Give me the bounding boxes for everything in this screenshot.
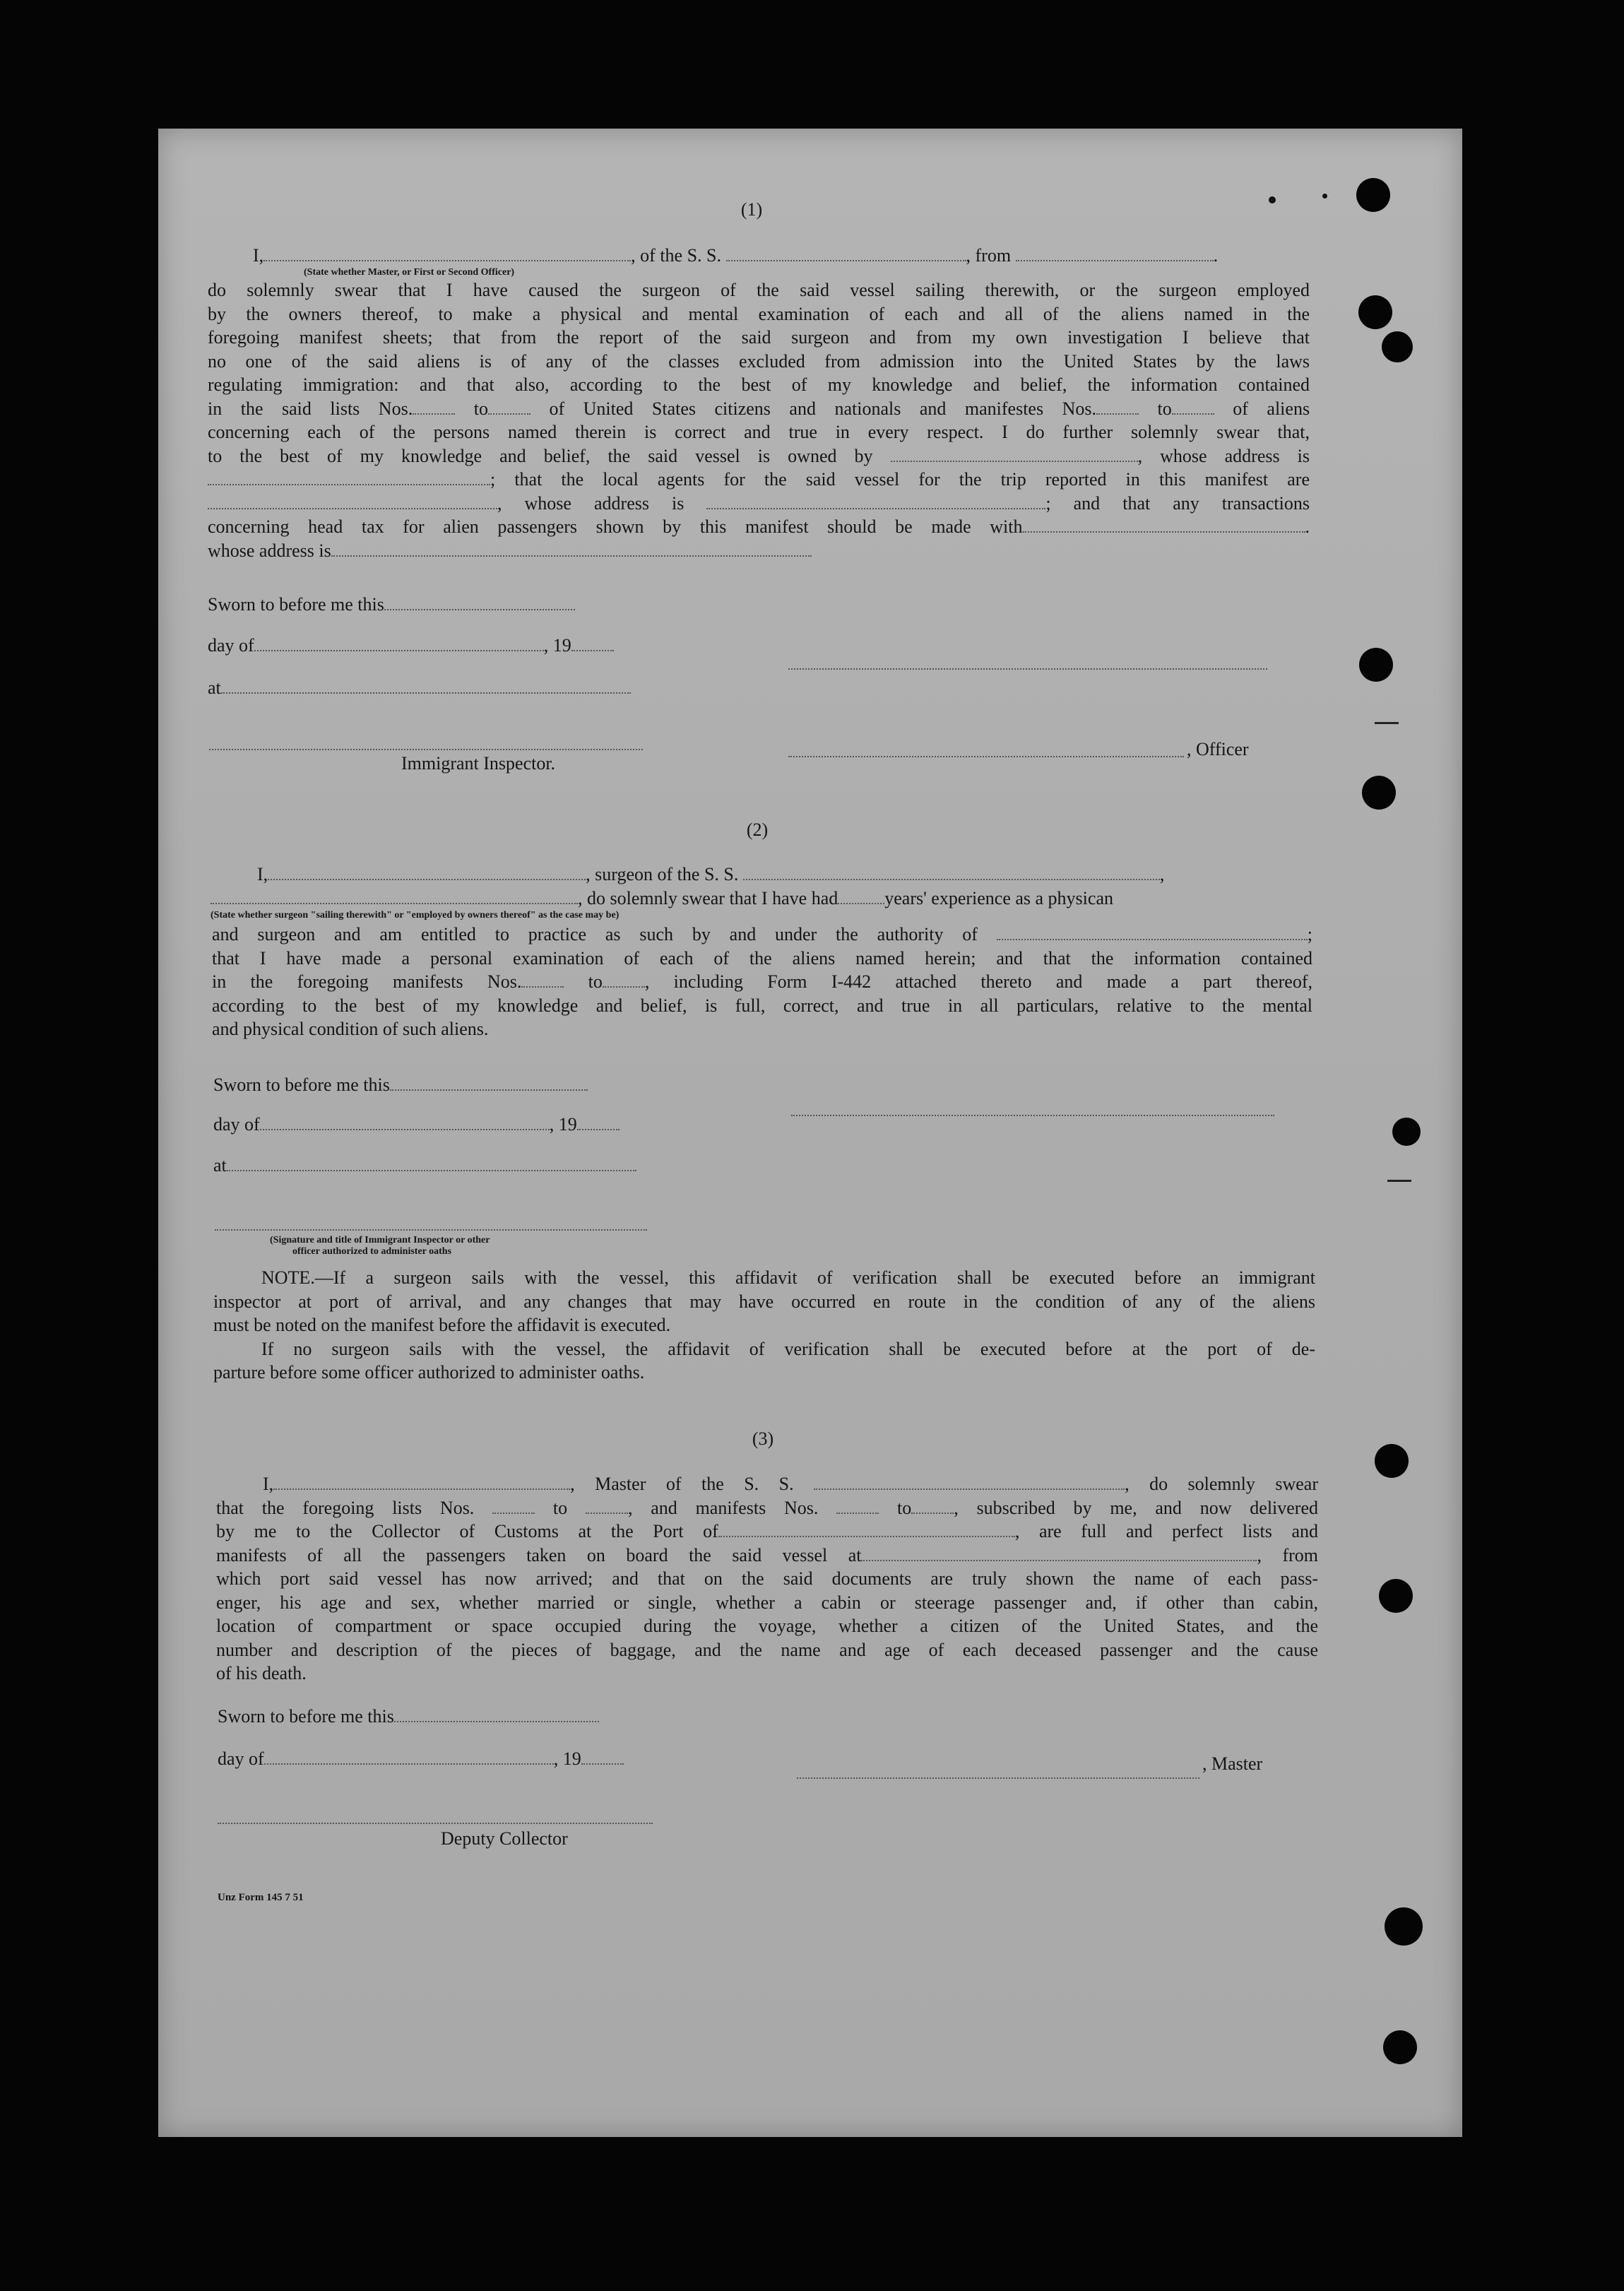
text: I, xyxy=(253,245,264,266)
section-1-number: (1) xyxy=(740,199,763,220)
inspector-signature-line-2[interactable] xyxy=(215,1229,647,1231)
at-place-field-2[interactable] xyxy=(227,1154,636,1171)
text: regulating immigration: and that also, according to the best of my knowledge and belief, the information contained xyxy=(208,374,1310,395)
text: Sworn to before me this xyxy=(213,1075,390,1095)
section-2-number: (2) xyxy=(746,819,769,840)
text: ; xyxy=(1307,924,1313,945)
manifest-affidavit-page xyxy=(158,129,1462,2137)
sworn-date-field-2[interactable] xyxy=(390,1074,588,1091)
body-line xyxy=(216,1472,1318,1496)
surgeon-status-field[interactable] xyxy=(211,887,578,904)
manifest-from-field[interactable] xyxy=(521,971,564,988)
text: , subscribed by me, and now delivered xyxy=(954,1497,1318,1518)
signature-title-note-2: officer authorized to administer oaths xyxy=(292,1246,452,1257)
list-no-to-field[interactable] xyxy=(488,398,531,415)
text: manifests of all the passengers taken on board the said vessel at xyxy=(216,1544,862,1565)
ink-dot xyxy=(1322,194,1327,199)
punch-hole xyxy=(1358,295,1392,329)
text: to xyxy=(588,971,603,992)
form-number: Unz Form 145 7 51 xyxy=(218,1892,304,1903)
text: I, xyxy=(257,864,268,884)
text: of his death. xyxy=(216,1663,307,1683)
text: . xyxy=(1213,245,1219,266)
text: concerning each of the persons named therein is correct and true in every respect. I do further solemnly swear that, xyxy=(208,422,1310,442)
authority-field[interactable] xyxy=(997,923,1308,940)
text: ; that the local agents for the said vessel for the trip reported in this manifest are xyxy=(490,469,1310,490)
text: , 19 xyxy=(549,1114,577,1135)
body-line xyxy=(208,397,1310,421)
surgeon-signature-line[interactable] xyxy=(791,1115,1274,1116)
years-experience-field[interactable] xyxy=(838,887,884,904)
sworn-date-field-3[interactable] xyxy=(394,1705,599,1722)
body-line xyxy=(208,444,1310,468)
text: , from xyxy=(1257,1544,1318,1565)
punch-hole xyxy=(1382,331,1413,362)
at-place-field[interactable] xyxy=(221,677,631,694)
section-1-first-line xyxy=(253,244,1218,266)
text: inspector at port of arrival, and any changes that may have occurred en route in the condition of any of the aliens xyxy=(213,1291,1315,1312)
text: , surgeon of the S. S. xyxy=(586,864,739,884)
text: , are full and perfect lists and xyxy=(1014,1521,1318,1541)
punch-hole xyxy=(1359,648,1393,682)
manifest-no-to-field[interactable] xyxy=(1172,398,1214,415)
text: . xyxy=(1305,516,1310,537)
margin-mark xyxy=(1387,1180,1411,1182)
text: do solemnly swear that I have caused the surgeon of the said vessel sailing therewith, or the surgeon employed xyxy=(208,280,1310,300)
text: enger, his age and sex, whether married or single, whether a cabin or steerage passenger and, if other than cabin, xyxy=(216,1592,1318,1613)
text: in the said lists Nos. xyxy=(208,398,413,419)
year-field[interactable] xyxy=(571,634,614,651)
punch-hole xyxy=(1356,178,1390,212)
body-line xyxy=(216,1496,1318,1520)
vessel-name-field[interactable] xyxy=(726,244,966,261)
text: , and manifests Nos. xyxy=(627,1497,819,1518)
text: , do solemnly swear xyxy=(1125,1474,1318,1494)
inspector-signature-line[interactable] xyxy=(209,749,643,750)
text: whose address is xyxy=(208,540,331,561)
text: by me to the Collector of Customs at the Port of xyxy=(216,1521,718,1541)
text: concerning head tax for alien passengers shown by this manifest should be made with xyxy=(208,516,1023,537)
text: number and description of the pieces of baggage, and the name and age of each deceased passenger and the cause xyxy=(216,1639,1318,1660)
text: and physical condition of such aliens. xyxy=(212,1019,489,1039)
day-of-line-3 xyxy=(218,1748,624,1770)
section-2-second-line xyxy=(211,887,1113,909)
text: , of the S. S. xyxy=(631,245,722,266)
text: , xyxy=(1159,864,1165,884)
master-label: , Master xyxy=(1202,1753,1263,1774)
text: in the foregoing manifests Nos. xyxy=(212,971,522,992)
surgeon-status-note: (State whether surgeon "sailing therewith" or "employed by owners thereof" as the case may be) xyxy=(211,910,620,920)
sworn-line-3 xyxy=(218,1705,599,1727)
officer-signature-line-upper[interactable] xyxy=(788,668,1267,670)
text: and surgeon and am entitled to practice as such by and under the authority of xyxy=(212,924,978,945)
text: to xyxy=(897,1497,912,1518)
body-line xyxy=(208,492,1310,516)
collector-signature-line[interactable] xyxy=(218,1823,653,1824)
punch-hole xyxy=(1385,1907,1423,1946)
sworn-date-field[interactable] xyxy=(384,593,575,610)
section-2-body xyxy=(212,923,1312,1041)
body-line xyxy=(216,1520,1318,1544)
punch-hole xyxy=(1383,2030,1417,2064)
text: to xyxy=(473,398,488,419)
master-name-field[interactable] xyxy=(273,1473,570,1490)
section-3-number: (3) xyxy=(752,1428,774,1449)
text: according to the best of my knowledge and belief, is full, correct, and true in all particulars, relative to the mental xyxy=(212,995,1312,1016)
body-line xyxy=(216,1544,1318,1568)
text: day of xyxy=(213,1114,260,1135)
deputy-collector-label: Deputy Collector xyxy=(441,1828,568,1849)
text: Sworn to before me this xyxy=(208,594,384,615)
day-of-line-2 xyxy=(213,1113,620,1135)
text: , whose address is xyxy=(497,492,684,514)
collector-port-field[interactable] xyxy=(718,1520,1015,1537)
text: , whose address is xyxy=(1137,445,1310,466)
section-3-body xyxy=(216,1472,1318,1686)
officer-label: , Officer xyxy=(1187,739,1249,759)
owner-field[interactable] xyxy=(891,445,1138,462)
text: to xyxy=(552,1497,568,1518)
margin-mark xyxy=(1375,722,1399,724)
punch-hole xyxy=(1375,1444,1409,1478)
lists-to-field[interactable] xyxy=(586,1497,628,1514)
manifest-no-from-field[interactable] xyxy=(1096,398,1139,415)
body-line xyxy=(208,539,1310,563)
body-line xyxy=(208,515,1310,539)
sworn-line xyxy=(208,593,575,615)
text: to the best of my knowledge and belief, the said vessel is owned by xyxy=(208,445,873,466)
head-tax-address-field[interactable] xyxy=(331,540,812,557)
note-block xyxy=(213,1266,1315,1385)
text: that I have made a personal examination of each of the aliens named herein; and that the information contained xyxy=(212,947,1312,969)
text: that the foregoing lists Nos. xyxy=(216,1497,475,1518)
manifests-to-field[interactable] xyxy=(911,1497,954,1514)
from-port-field[interactable] xyxy=(1016,244,1214,261)
surgeon-vessel-field[interactable] xyxy=(743,863,1160,880)
text: ; and that any transactions xyxy=(1045,492,1310,514)
text: foregoing manifest sheets; that from the report of the said surgeon and from my own investigation I believe that xyxy=(208,327,1310,348)
master-vessel-field[interactable] xyxy=(814,1473,1125,1490)
text: I, xyxy=(263,1474,274,1494)
text: day of xyxy=(218,1748,264,1769)
officer-signature-line[interactable] xyxy=(788,756,1184,757)
text: no one of the said aliens is of any of the classes excluded from admission into the United States by the laws xyxy=(208,350,1310,372)
text: If no surgeon sails with the vessel, the affidavit of verification shall be executed before at the port of de- xyxy=(261,1338,1315,1359)
year-field-3[interactable] xyxy=(581,1748,624,1765)
text: , Master of the S. S. xyxy=(570,1474,794,1494)
text: Sworn to before me this xyxy=(218,1706,394,1727)
day-of-line xyxy=(208,634,614,656)
text: parture before some officer authorized to administer oaths. xyxy=(213,1362,645,1383)
text: , do solemnly swear that I have had xyxy=(578,888,838,908)
text: years' experience as a physican xyxy=(884,888,1113,908)
master-signature-line[interactable] xyxy=(797,1777,1199,1779)
text: , 19 xyxy=(553,1748,581,1769)
agents-field[interactable] xyxy=(208,492,497,509)
head-tax-contact-field[interactable] xyxy=(1023,516,1305,533)
body-line xyxy=(212,970,1312,994)
day-of-field-3[interactable] xyxy=(264,1748,554,1765)
text: location of compartment or space occupied during the voyage, whether a citizen of the United States, and the xyxy=(216,1616,1318,1636)
punch-hole xyxy=(1392,1118,1421,1146)
day-of-field[interactable] xyxy=(254,634,544,651)
day-of-field-2[interactable] xyxy=(260,1113,550,1130)
text: , including Form I-442 attached thereto and made a part thereof, xyxy=(644,971,1313,992)
section-1-body xyxy=(208,278,1310,562)
officer-name-field[interactable] xyxy=(263,244,631,261)
section-2-first-line xyxy=(257,863,1164,885)
at-line-2 xyxy=(213,1154,636,1176)
body-line xyxy=(212,923,1312,947)
list-no-from-field[interactable] xyxy=(413,398,455,415)
punch-hole xyxy=(1362,776,1396,810)
year-field-2[interactable] xyxy=(577,1113,620,1130)
lists-from-field[interactable] xyxy=(492,1497,535,1514)
sworn-line-2 xyxy=(213,1074,588,1096)
surgeon-name-field[interactable] xyxy=(268,863,586,880)
manifest-to-field[interactable] xyxy=(603,971,645,988)
text: of United States citizens and nationals and manifestes Nos. xyxy=(549,398,1096,419)
text: NOTE.—If a surgeon sails with the vessel, this affidavit of verification shall be executed before an immigrant xyxy=(261,1267,1315,1288)
text: day of xyxy=(208,635,254,656)
body-line xyxy=(208,468,1310,492)
agents-address-field[interactable] xyxy=(706,492,1045,509)
boarding-port-field[interactable] xyxy=(861,1544,1257,1561)
text: at xyxy=(208,677,221,698)
signature-title-note-1: (Signature and title of Immigrant Inspector or other xyxy=(270,1235,490,1245)
owner-address-field[interactable] xyxy=(208,468,490,485)
officer-rank-note: (State whether Master, or First or Second Officer) xyxy=(304,267,515,278)
immigrant-inspector-label: Immigrant Inspector. xyxy=(401,753,556,774)
ink-dot xyxy=(1269,196,1276,203)
text: by the owners thereof, to make a physical and mental examination of each and all of the aliens named in the xyxy=(208,303,1310,324)
text: of aliens xyxy=(1233,398,1310,419)
punch-hole xyxy=(1379,1579,1413,1613)
text: at xyxy=(213,1155,227,1176)
text: to xyxy=(1157,398,1172,419)
manifests-from-field[interactable] xyxy=(836,1497,879,1514)
text: must be noted on the manifest before the affidavit is executed. xyxy=(213,1315,671,1335)
at-line xyxy=(208,677,631,699)
text: , 19 xyxy=(543,635,571,656)
text: which port said vessel has now arrived; and that on the said documents are truly shown the name of each pass- xyxy=(216,1568,1318,1589)
text: , from xyxy=(966,245,1012,266)
